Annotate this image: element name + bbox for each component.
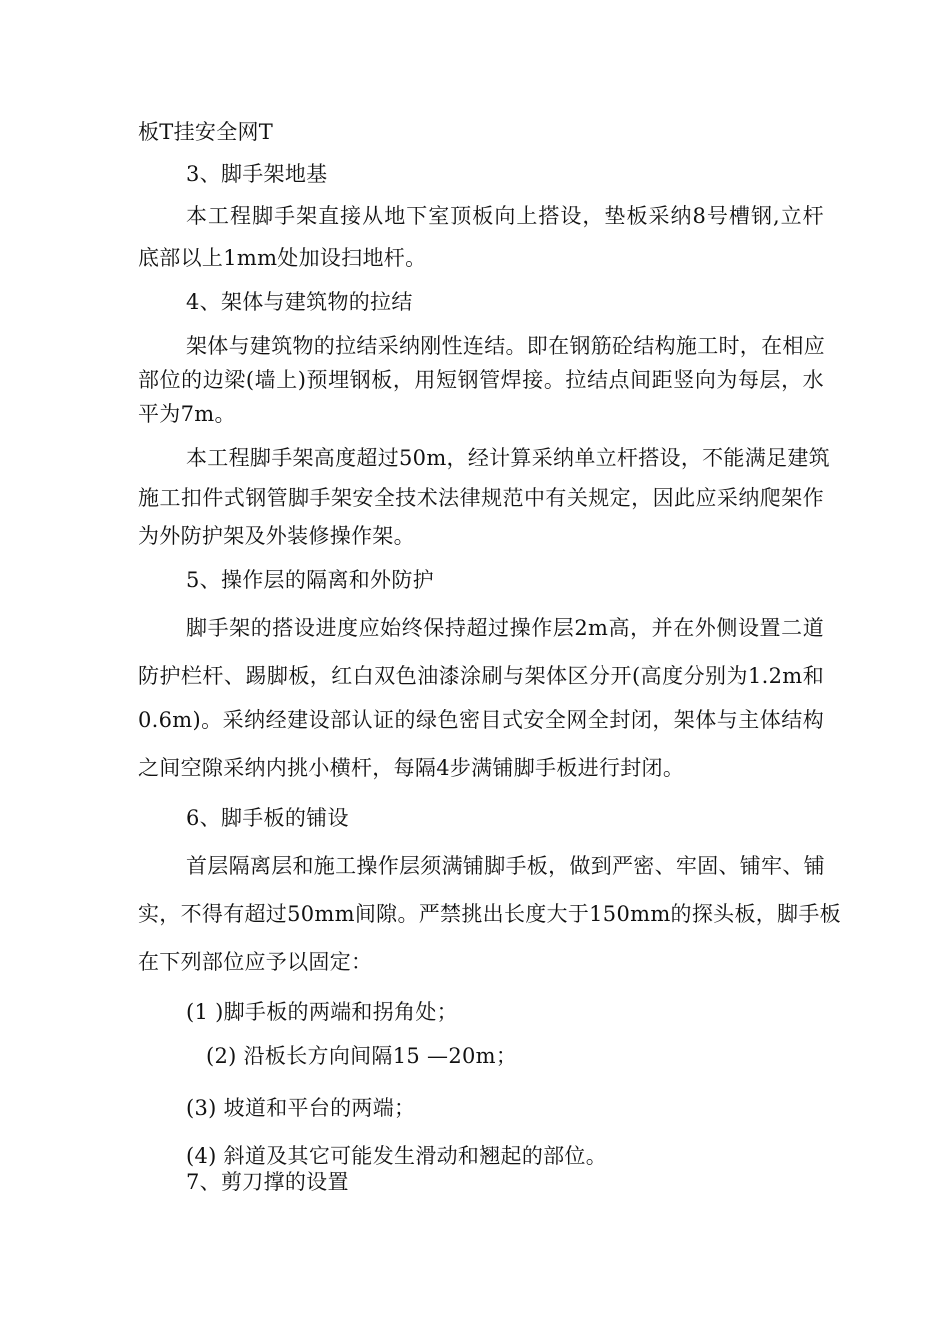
paragraph-line: 实，不得有超过50mm间隙。严禁挑出长度大于150mm的探头板，脚手板 — [138, 902, 841, 926]
paragraph-line: 架体与建筑物的拉结采纳刚性连结。即在钢筋砼结构施工时，在相应 — [186, 334, 825, 358]
section-heading-7: 7、剪刀撑的设置 — [186, 1170, 349, 1194]
section-heading-3: 3、脚手架地基 — [186, 162, 328, 186]
paragraph-line: 脚手架的搭设进度应始终保持超过操作层2m高，并在外侧设置二道 — [186, 616, 824, 640]
paragraph-line: 在下列部位应予以固定： — [138, 950, 373, 974]
list-item-1: (1 )脚手板的两端和拐角处； — [186, 1000, 458, 1024]
paragraph-line: 平为7m。 — [138, 402, 236, 426]
paragraph-line: 防护栏杆、踢脚板，红白双色油漆涂刷与架体区分开(高度分别为1.2m和 — [138, 664, 824, 688]
list-item-2: (2) 沿板长方向间隔15 —20m； — [206, 1044, 518, 1068]
paragraph-line: 之间空隙采纳内挑小横杆，每隔4步满铺脚手板进行封闭。 — [138, 756, 685, 780]
text-line-continuation: 板T挂安全网T — [138, 120, 274, 144]
section-heading-6: 6、脚手板的铺设 — [186, 806, 349, 830]
paragraph-line: 0.6m)。采纳经建设部认证的绿色密目式安全网全封闭，架体与主体结构 — [138, 708, 824, 732]
section-heading-5: 5、操作层的隔离和外防护 — [186, 568, 434, 592]
paragraph-line: 本工程脚手架直接从地下室顶板向上搭设，垫板采纳8号槽钢,立杆 — [186, 204, 824, 228]
paragraph-line: 首层隔离层和施工操作层须满铺脚手板，做到严密、牢固、铺牢、铺 — [186, 854, 825, 878]
paragraph-line: 部位的边梁(墙上)预埋钢板，用短钢管焊接。拉结点间距竖向为每层，水 — [138, 368, 824, 392]
list-item-3: (3) 坡道和平台的两端； — [186, 1096, 416, 1120]
paragraph-line: 本工程脚手架高度超过50m，经计算采纳单立杆搭设，不能满足建筑 — [186, 446, 830, 470]
section-heading-4: 4、架体与建筑物的拉结 — [186, 290, 413, 314]
list-item-4: (4) 斜道及其它可能发生滑动和翘起的部位。 — [186, 1144, 608, 1168]
paragraph-line: 为外防护架及外装修操作架。 — [138, 524, 415, 548]
paragraph-line: 施工扣件式钢管脚手架安全技术法律规范中有关规定，因此应采纳爬架作 — [138, 486, 824, 510]
paragraph-line: 底部以上1mm处加设扫地杆。 — [138, 246, 427, 270]
